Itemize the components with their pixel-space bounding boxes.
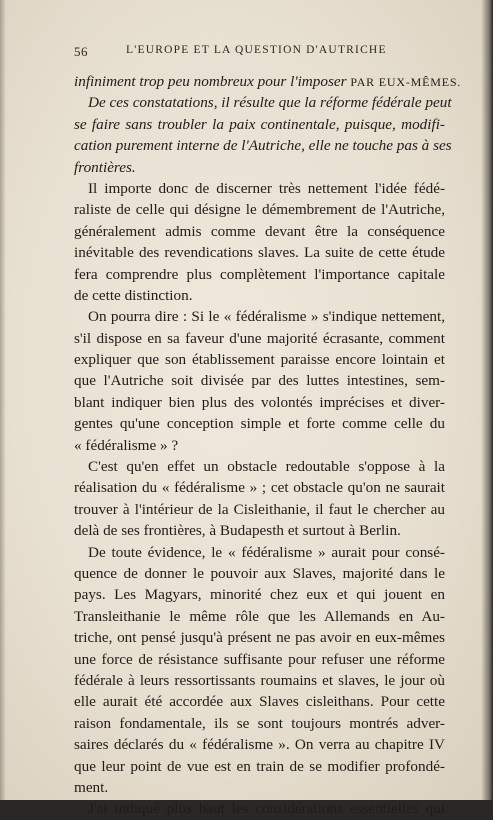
page-number: 56 (74, 44, 88, 59)
text-line-content: que leur point de vue est en train de se modifier profondé- (74, 757, 445, 775)
text-line (74, 71, 462, 92)
text-line (74, 435, 445, 456)
running-title: L'EUROPE ET LA QUESTION D'AUTRICHE (126, 44, 387, 56)
text-line-content: fédérale à leurs ressortissants roumains et slaves, le jour où (74, 671, 445, 689)
text-line (74, 285, 445, 306)
text-line-content: blant indiquer bien plus des volontés imprécises et diver- (74, 393, 445, 411)
text-line-content: raliste de celle qui désigne le démembrement de l'Autriche, (74, 201, 445, 219)
text-line (74, 670, 445, 691)
text-line-content: se faire sans troubler la paix continentale, puisque, modifi- (74, 115, 445, 133)
text-line (74, 370, 445, 391)
text-line (74, 756, 445, 777)
text-line (74, 477, 445, 498)
text-line (74, 734, 445, 755)
text-line-content: elle aurait été accordée aux Slaves cisleithans. Pour cette (74, 693, 445, 711)
text-line-content: C'est qu'en effet un obstacle redoutable s'oppose à la (88, 458, 445, 476)
text-line-content: Il importe donc de discerner très nettement l'idée fédé- (88, 179, 445, 197)
text-line-content: s'il dispose en sa faveur d'une majorité écrasante, comment (74, 329, 445, 347)
text-line (74, 242, 445, 263)
text-line (74, 713, 445, 734)
text-line-content: quence de donner le pouvoir aux Slaves, majorité dans le (74, 564, 445, 582)
text-line-content: une force de résistance suffisante pour refuser une réforme (74, 650, 445, 668)
text-line (74, 563, 445, 584)
text-line (74, 135, 452, 156)
text-line-smallcaps: PAR EUX-MÊMES. (350, 75, 462, 89)
text-line-content: frontières. (74, 158, 136, 176)
text-line-content: De ces constatations, il résulte que la réforme fédérale peut (88, 94, 452, 112)
text-line (74, 178, 445, 199)
page-edge-shadow-right (481, 0, 493, 800)
text-line (74, 649, 445, 670)
text-line (74, 499, 445, 520)
text-line-content: de cette distinction. (74, 286, 193, 304)
text-line (74, 328, 445, 349)
text-line-content: expliquer que son établissement paraisse encore lointain et (74, 351, 445, 369)
text-line (74, 306, 445, 327)
text-line-content: inévitable des revendications slaves. La suite de cette étude (74, 244, 445, 262)
text-line-content: pays. Les Magyars, minorité chez eux et qui jouent en (74, 586, 445, 604)
text-line-content: « fédéralisme » ? (74, 436, 179, 454)
text-line-content: De toute évidence, le « fédéralisme » aurait pour consé- (88, 543, 445, 561)
text-line-content: gentes qu'une conception simple et forte comme celle du (74, 415, 445, 433)
text-line (74, 114, 445, 135)
text-line-content: triche, ont pensé jusqu'à présent ne pas avoir en eux-mêmes (74, 629, 445, 647)
text-line-content: trouver à l'intérieur de la Cisleithanie, il faut le chercher au (74, 500, 445, 518)
text-line-content: que l'Autriche soit divisée par des luttes intestines, sem- (74, 372, 445, 390)
text-line (74, 777, 445, 798)
text-line (74, 413, 445, 434)
text-line-content: infiniment trop peu nombreux pour l'imposer (74, 73, 347, 90)
text-line-content: cation purement interne de l'Autriche, elle ne touche pas à ses (74, 137, 452, 155)
text-line (74, 627, 445, 648)
text-line (74, 584, 445, 605)
text-line (74, 798, 445, 819)
text-line (74, 92, 452, 113)
text-line-content: delà de ses frontières, à Budapesth et surtout à Berlin. (74, 522, 401, 540)
text-line (74, 157, 445, 178)
text-line-content: raison fondamentale, ils se sont toujours montrés adver- (74, 714, 445, 732)
text-line-content: fera comprendre plus complètement l'importance capitale (74, 265, 445, 283)
page-edge-shadow-left (0, 0, 6, 800)
text-line (74, 221, 445, 242)
text-line (74, 520, 445, 541)
text-line (74, 199, 445, 220)
text-line-content: réalisation du « fédéralisme » ; cet obstacle qu'on ne saurait (74, 479, 445, 497)
text-line (74, 542, 445, 563)
text-line-content: ment. (74, 778, 109, 796)
text-line (74, 691, 445, 712)
text-line (74, 264, 445, 285)
text-line (74, 606, 445, 627)
text-line-content: Transleithanie le même rôle que les Allemands en Au- (74, 607, 445, 625)
text-line (74, 392, 445, 413)
text-line (74, 349, 445, 370)
body-text (74, 71, 462, 820)
page-header (74, 44, 464, 62)
text-line-content: J'ai indiqué plus haut les considérations essentielles qui (88, 800, 445, 818)
text-line-content: On pourra dire : Si le « fédéralisme » s'indique nettement, (88, 308, 445, 326)
text-line-content: généralement admis comme devant être la conséquence (74, 222, 445, 240)
text-line (74, 456, 445, 477)
text-line-content: saires déclarés du « fédéralisme ». On verra au chapitre IV (74, 736, 445, 754)
